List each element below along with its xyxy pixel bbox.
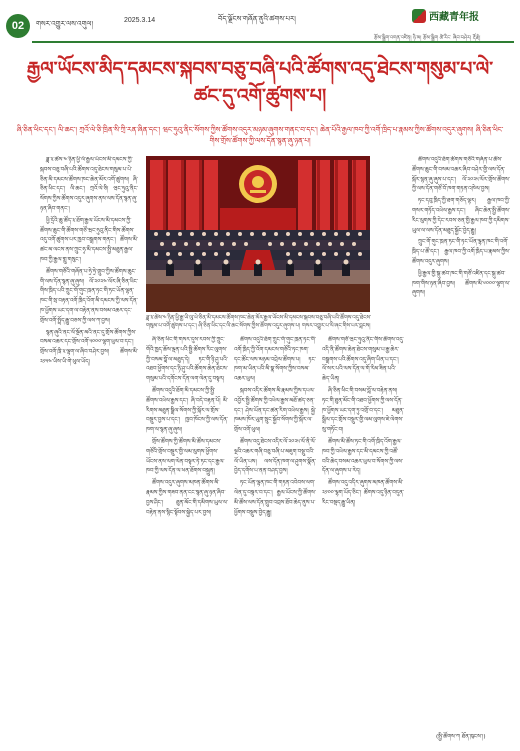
paragraph: གྲོས་ཚོགས་ཀྱི་ཚོགས་མི་ཚོས་དམངས་གཙོའི་གྲོས་བསྡུར་གྱི་ལམ་ལུགས་ཕྱོགས་ཡོངས་ནས་ལག་ལེན་བསྟར་ཏེ་ཏང་དང་རྒྱལ་ཁབ་ཀྱི་ལས་དོན་ལ་ཕན་ཐོགས་བསྐྲུན། [146, 438, 225, 475]
article-column-5 [412, 156, 510, 726]
header-divider [32, 41, 514, 43]
editor-info: རྩོམ་སྒྲིག་འགན་འཛིན། ཉི་མ། རྩོམ་སྒྲིག ཚེ་རིང་ ཞིབ་བཤེར། རྡོ་རྗེ། [374, 35, 481, 41]
paragraph: སྐབས་འདིར་ཚོགས་མི་རྣམས་ཀྱིས་དཔལ་འབྱོར་སྤྱི་ཚོགས་ཀྱི་འཕེལ་རྒྱས་མཐོ་ཚད་ཅན་དང་། ཤེས་ཡོན་དང་ཚན་རིག་འཕེལ་རྒྱས། སྐྱེ་ཁམས་ཁོར་ཡུག་སྲུང་སྐྱོབ་སོགས་ཀྱི་སྐོར་ལ་གྲོས་འགོ་ཕུལ། [234, 387, 316, 434]
logo-mark-icon [412, 9, 426, 23]
masthead-tibetan: བོད་ལྗོངས་གཞོན་ནུའི་ཚགས་པར། [218, 15, 296, 23]
article-column-2 [146, 336, 228, 728]
paragraph: ཞི་ཅིན་ཕིང་གི་གསར་དུས་རབས་ཀྱི་ཀྲུང་གོའི་ཁྱད་ཆོས་ལྡན་པའི་སྤྱི་ཚོགས་རིང་ལུགས་ཀྱི་བསམ་བློ་ལ་མཐུད་དེ། ཏང་གི་ཉི་ཤུ་པའི་འཐབ་ཕྱོགས་དང་ཉི་ཤུ་པའི་ཚོགས་ཆེན་ཐེངས་གསུམ་པའི་དགོངས་དོན་ལག་ལེན་དུ་བསྟར། [146, 337, 228, 383]
paragraph: ཏང་ཡོན་ལྷན་ཁང་གི་གཏན་འབེབས་ལག་ལེན་དུ་བསྟར་བ་དང་། རྒྱལ་ཡོངས་ཀྱི་ཚོགས་མི་ཚོས་ལས་དོན་གྲུབ་འབྲས་ཐོབ་ཆེད་ནུས་པ་ཕྱོགས་བསྡུས་བྱེད་རྒྱུ། [234, 480, 316, 516]
article-byline: (སྤྱི་ཚོགས་ཀ ཐོན་ཁུངས་།) [436, 734, 486, 740]
paragraph: ཏང་དབུ་ཁྲིད་ཀྱི་ཐག་གཅོད་ལྟར། རྒྱལ་ཁབ་ཀྱི་གསར་གཏོད་འཕེལ་རྒྱས་དང་། ཞིང་ཆེན་སྤྱི་ཚོགས་རིང་ལུགས་ཀྱི་དེང་རབས་ཅན་གྱི་རྒྱལ་ཁབ་ཀྱི་དམིགས་ཡུལ་ལ་ལས་དོན་མཐུད་སྐྱོང་བྱེད་རྒྱུ། [412, 198, 510, 234]
running-header [0, 0, 520, 52]
headline: རྒྱལ་ཡོངས་མིད་དམངས་སྐབས་བཅུ་བཞི་པའི་ཚོགས་འདུ་ཐེངས་གསུམ་པ་ལེ་ཚང་དུ་འགོ་ཚུགས་པ། [26, 58, 494, 107]
paragraph: ཕྱི་དྲོའི་ཆུ་ཚོད་༣་ཐོག་རྒྱལ་ཡོངས་མི་དམངས་ཀྱི་ཚོགས་ཆུང་གི་ཚོགས་གཙོ་ཝང་ཧུའུ་ནིང་གིས་ཚོགས་འདུ་འགོ་ཚུགས་པར་ཁྱབ་བསྒྲགས་གནང་། ཚོགས་མི་ཚང་མ་ལངས་ནས་ཀྲུང་ཧྭ་མི་དམངས་སྤྱི་མཐུན་རྒྱལ་ཁབ་ཀྱི་རྒྱལ་གླུ་གསུང་། [40, 217, 138, 263]
paragraph: ཚོགས་འདུའི་ཐོག་མི་དམངས་ཀྱི་སྤྱི་ཚོགས་འཕེལ་རྒྱས་དང་། ཞི་བདེ་བརྟན་པོ། མི་རིགས་མཐུན་སྒྲིལ་སོགས་ཀྱི་སྐོར་ལ་གྲོས་བསྡུར་བྱས་པ་དང་། ཁྱབ་ཁོངས་ཀྱི་ལས་དོན་ཁག་ལ་སྙན་ཞུ་ཞུས། [146, 387, 228, 434]
paragraph: ཚོགས་འདུ་འདིར་ཞུགས་མཁན་ཚོགས་མི་༢༡༠༠་ལྷག་ཡོད་ཅིང་། ཚོགས་འདུ་ཉིན་བདུན་རིང་བསྡད་རྒྱུ་ཡིན། [322, 480, 404, 506]
page-number: 02 [6, 14, 30, 38]
paragraph: ཚོགས་མི་ཚོས་ཏང་གི་འགོ་ཁྲིད་འོག་རྒྱལ་ཁབ་ཀྱི་འཕེལ་རྒྱས་དང་མི་དམངས་ཀྱི་འཚོ་བའི་ཆེད་བསམ་འཆར་ཕུལ་བ་སོགས་ཀྱི་ལས་དོན་ལ་ཞུགས་པ་རེད། [322, 438, 404, 475]
photo-illustration [146, 156, 370, 312]
newspaper-logo [412, 8, 479, 23]
paragraph: ཚོགས་འདུའི་ཐོག་ཀྲུང་གོ་གུང་ཁྲན་ཏང་གི་འགོ་ཁྲིད་ཀྱི་འོག་དམངས་གཙོའི་ཏང་ཁག་དང་ཚོང་ལས་མཉམ་འབྲེལ་ཚོགས་པ། ཏང་ཁག་མ་ཡིན་པའི་མི་སྣ་སོགས་ཀྱིས་བསམ་འཆར་ཕུལ། [234, 337, 316, 383]
logo-text: 西藏青年报 [429, 12, 479, 23]
paragraph: ཚོགས་འདུའི་ཐོག་ཚོགས་གཙོའི་གཞོན་པ་ཚོས་ཚོགས་ཆུང་གི་བསམ་འཆར་ཞིབ་བཤེར་གྱི་ལས་དོན་སྐོར་སྙན་ཞུ་ཞུས་པ་དང་། ལོ་༢༠༢༥་ལོར་གྲོས་ཚོགས་ཀྱི་ལས་དོན་གཙོ་བོ་ཁག་གཏན་འཁེལ་བྱས། [412, 157, 510, 193]
paragraph: ཀྲུང་གོ་གུང་ཁྲན་ཏང་གི་ཏང་ཡོན་ལྷན་ཁང་གི་འགོ་ཁྲིད་པ་ཚོ་དང་། རྒྱལ་ཁབ་ཀྱི་འགོ་ཁྲིད་པ་རྣམས་ཀྱིས་ཚོགས་འདུར་ཞུགས། [412, 239, 510, 265]
issue-date: 2025.3.14 [124, 17, 156, 24]
paragraph: ཟླ་༣་ཚེས་༤་ཉིན་ཕྱི་ལོ་རྒྱལ་ཡོངས་མི་དམངས་ཀྱི་སྐབས་བཅུ་བཞི་པའི་ཚོགས་འདུ་ཐེངས་གསུམ་པ་པེ་ཅིན་མི་དམངས་ཚོགས་ཁང་ཆེན་མོར་འགོ་ཚུགས། ཞི་ཅིན་ཕིང་དང་། ལི་ཆང་། ཀྲའོ་ལེ་ཅི། ཝང་ཧུའུ་ནིང་སོགས་ཀྱིས་ཚོགས་འདུར་ཞུགས་ནས་ལས་དོན་སྙན་ཞུ་ཉན་ཞིབ་གནང་། [40, 157, 138, 212]
article-column-3 [234, 336, 316, 728]
paragraph: ཚོགས་གཙོ་ཝང་ཧུའུ་ནིང་གིས་ཚོགས་འདུ་འདི་ནི་ཚོགས་ཆེན་ཐེངས་གསུམ་པ་རྒྱ་ཆེར་བསྒྲགས་པའི་ཚོགས་འདུ་ཞིག་ཡིན་པ་དང་། ལོ་སར་པའི་ལས་དོན་ལ་གོ་རིམ་ཟིན་པའི་ཆེད་ཡིན། [322, 337, 404, 383]
section-label: གསར་འགྱུར་ལས་འགུལ། [36, 20, 93, 28]
paragraph: ཞི་ཅིན་ཕིང་གི་བསམ་བློ་ལ་བརྟེན་ནས། ཏང་གི་ཐུན་མོང་གི་འཐབ་ཕྱོགས་ཀྱི་ལས་དོན་ཁ་ཕྱོགས་ཡང་དག་ཏུ་འགྲོ་བ་དང་། མཐུན་སྒྲིལ་དང་གྲོས་བསྡུར་གྱི་ལམ་ལུགས་ཇེ་ལེགས་སུ་གཏོང་བ། [322, 387, 404, 434]
paragraph: སྙན་ཞུའི་ནང་ལོ་སྔོན་མའི་ནང་དུ་གྲོས་ཚོགས་ཀྱིས་བསམ་འཆར་དང་གྲོས་འགོ་༥༠༠༠་ལྷག་ཕུལ་བ་དང་། གྲོས་འགོ་ཁྲི་༣་ལྷག་ལ་ཞིབ་བཤེར་བྱས། ཚོགས་མི་༢༡༥༤་ཡིས་ཡི་གེ་ཕུལ་ཡོད། [40, 329, 138, 365]
deck-subhead: ཞི་ཅིན་ཕིང་དང་། ལི་ཆང་། ཀྲའོ་ལེ་ཅི་ཁྲིན་སི་ཀྲི་རན་ཞིན་དང་། ཝང་ཧུའུ་ནིང་སོགས་ཀྱིས་ཚོགས་འདུར་མཉམ་ཞུགས་གནང་བ་དང་། ཆེན་པོའི་རྒྱལ་ཁབ་ཀྱི་འགོ་ཁྲིད་པ་རྣམས་ཀྱིས་ཚོགས་འདུར་ཞུགས། ཞི་ཅིན་ཕིང་གིས་གྲོས་ཚོགས་ཀྱི་ལས་དོན་སྙན་ཞུ་ཉན་པ། [16, 125, 504, 145]
congress-photo [146, 156, 370, 312]
paragraph: ཚོགས་འདུར་ཞུགས་མཁན་ཚོགས་མི་རྣམས་ཀྱིས་གཟབ་ནན་ངང་སྙན་ཞུ་ཉན་ཞིབ་བྱས་ཤིང་། ཐུན་མོང་གི་དམིགས་ཡུལ་ལ་བརྟེན་ནས་སྙིང་སྟོབས་སྐྱེད་པར་བྱས། [146, 480, 228, 516]
paragraph: ཚོགས་འདུ་ཐེངས་འདིར་ལོ་༢༠༢༥་ལོ་ནི་ལོ་ལྔའི་འཆར་གཞི་བཅུ་བཞི་པ་མཇུག་བསྡུ་བའི་ལོ་ཡིན་པས། ལས་དོན་ཁག་ལ་ཤུགས་སྣོན་བྱེད་དགོས་པ་ནན་བཤད་བྱས། [234, 438, 316, 475]
photo-caption: ཟླ་༣་ཚེས་༤་ཉིན་ཕྱི་རྒྱ་ཡི་ལུ་ཕེ་ཅིན་མི་དམངས་ཚོགས་ཁང་ཆེན་མོར་རྒྱལ་ཡོངས་མི་དམངས་སྐབས་བཅུ་བཞི་པའི་ཚོགས་འདུ་ཐེངས་གསུམ་པ་འགོ་ཚུགས་པ་དང་། ཞི་ཅིན་ཕིང་དང་ལི་ཆང་སོགས་ཀྱིས་ཚོགས་འདུར་ཞུགས་པ། གསར་འགྱུར་པ་ལི་ཞང་གིས་པར་བླངས། [146, 315, 372, 329]
paragraph: ཕྱི་རྒྱལ་གྱི་སྐུ་ཚབ་ཁང་གི་གཙོ་འཛིན་དང་སྐུ་ཚབ་ཁག་གིས་ཉན་ཞིབ་བྱས། ཚོགས་མི་༦༠༠༠་ལྷག་ལ་ཞུགས། [412, 270, 510, 297]
article-column-4 [322, 336, 404, 728]
paragraph: ཚོགས་གཙོའི་གཞོན་པ་ཧྲེ་ཧྲེ་གྲུབ་ཀྱིས་ཚོགས་ཆུང་གི་ལས་དོན་སྙན་ཞུ་ཞུས། ལོ་༢༠༢༤་ལོར་ཞི་ཅིན་ཕིང་གིས་ཁྲིད་པའི་ཀྲུང་གོ་གུང་ཁྲན་ཏང་གི་ཏང་ཡོན་ལྷན་ཁང་གི་སྲ་བརྟན་འགོ་ཁྲིད་འོག་མི་དམངས་ཀྱི་ལས་དོན་ཁ་ཕྱོགས་ཡང་དག་ལ་བརྟེན་ནས་བསམ་འཆར་དང་གྲོས་འགོ་སྤྲོད་རྒྱུ་བཅས་ཀྱི་ལས་ཀ་བྱས། [40, 268, 138, 324]
article-column-1 [40, 156, 138, 726]
